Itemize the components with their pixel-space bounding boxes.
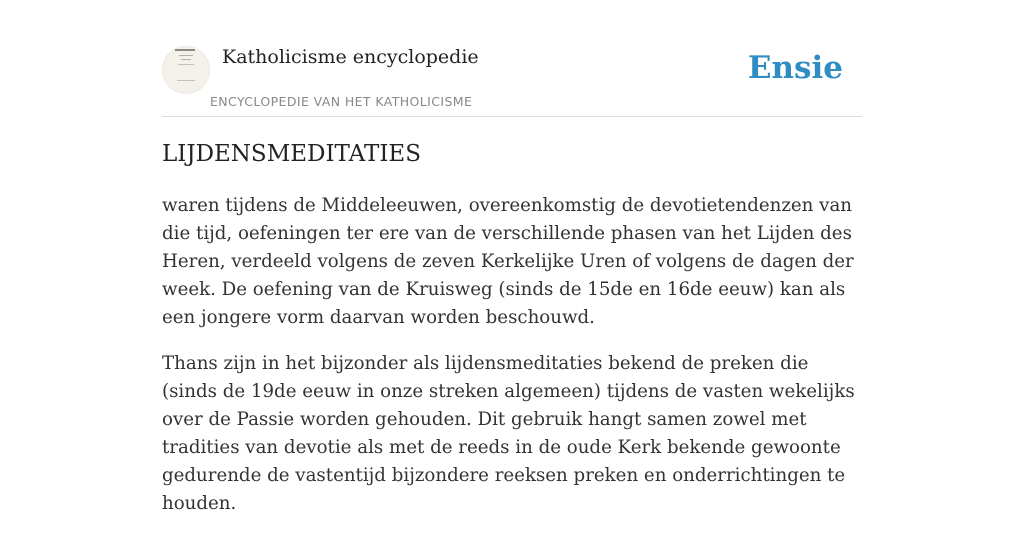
page bbox=[162, 0, 862, 514]
article-paragraph: Thans zijn in het bijzonder als lijdensmeditaties bekend de preken die (sinds de 19de eeuw in onze streken algemeen) tijdens de vasten wekelijks over de Passie worden gehouden. Dit gebruik hangt samen zowel met tradities van devotie als met de reeds in de oude Kerk bekende gewoonte gedurende de vastentijd bijzondere reeksen preken en onderrichtingen te houden. bbox=[162, 353, 855, 514]
site-subtitle: ENCYCLOPEDIE VAN HET KATHOLICISME bbox=[210, 94, 473, 109]
encyclopedia-logo[interactable] bbox=[162, 46, 210, 94]
article-body bbox=[162, 192, 862, 536]
ensie-brand-logo[interactable]: Ensie bbox=[747, 50, 843, 86]
article-title: LIJDENSMEDITATIES bbox=[162, 141, 421, 167]
site-header bbox=[162, 0, 862, 117]
site-title[interactable]: Katholicisme encyclopedie bbox=[222, 46, 479, 68]
article-paragraph: waren tijdens de Middeleeuwen, overeenkomstig de devotietendenzen van die tijd, oefeningen ter ere van de verschillende phasen van het Lijden des Heren, verdeeld volgens de zeven Kerkelijke Uren of volgens de dagen der week. De oefening van de Kruisweg (sinds de 15de en 16de eeuw) kan als een jongere vorm daarvan worden beschouwd. bbox=[162, 195, 854, 328]
